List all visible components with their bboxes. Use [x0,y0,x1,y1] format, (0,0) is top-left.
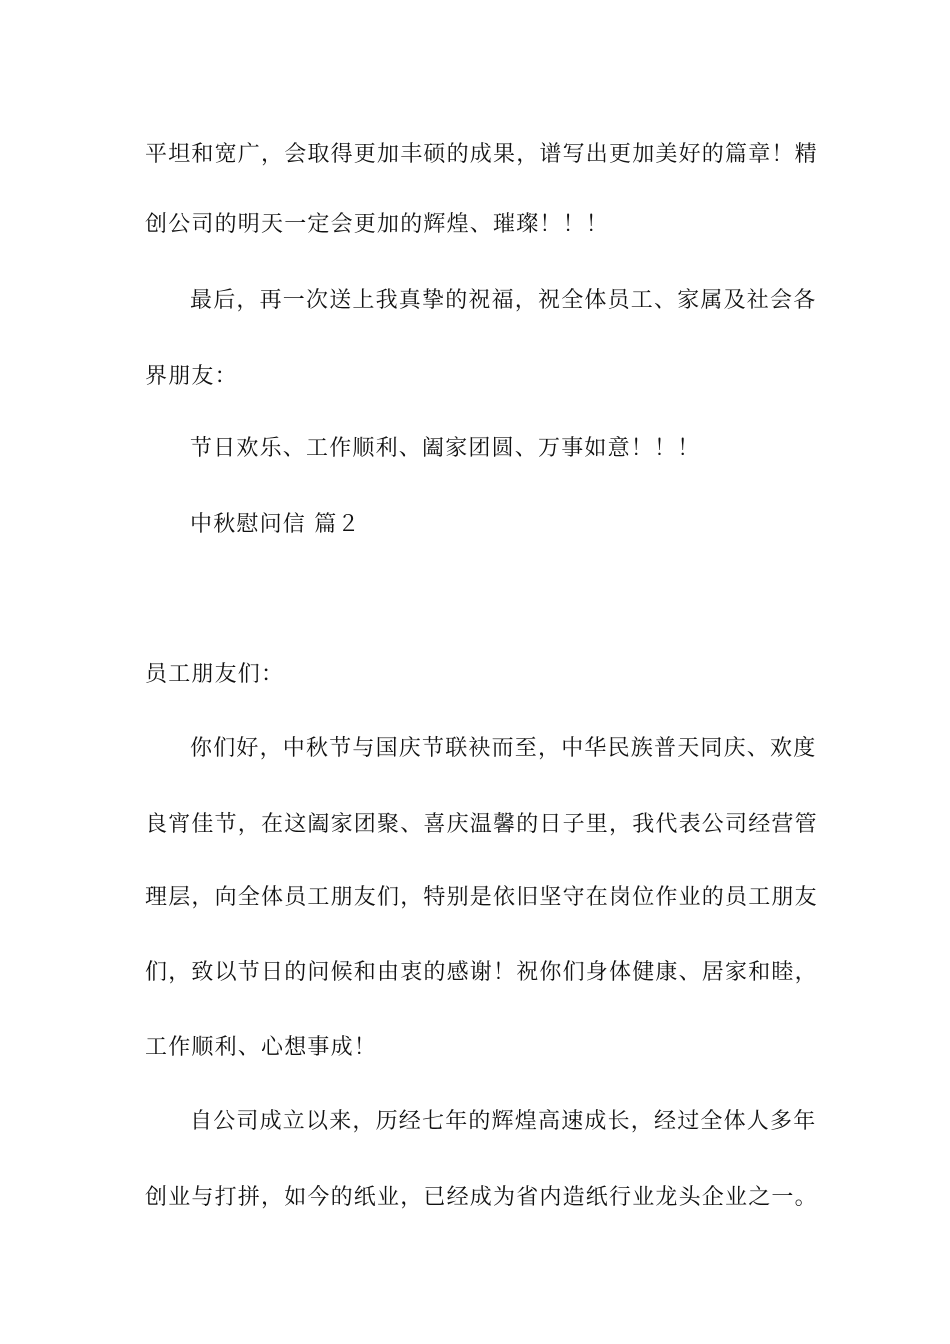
text-line-2: 创公司的明天一定会更加的辉煌、璀璨！！！ [145,212,610,237]
text-line-5: 节日欢乐、工作顺利、阖家团圆、万事如意！！！ [190,436,701,461]
text-line-13: 自公司成立以来，历经七年的辉煌高速成长，经过全体人多年 [190,1109,817,1134]
text-line-11: 们，致以节日的问候和由衷的感谢！祝你们身体健康、居家和睦， [145,960,818,985]
text-line-3: 最后，再一次送上我真挚的祝福，祝全体员工、家属及社会各 [190,288,817,313]
text-line-10: 理层，向全体员工朋友们，特别是依旧坚守在岗位作业的员工朋友 [145,885,818,910]
text-line-12: 工作顺利、心想事成！ [145,1035,378,1060]
text-line-14: 创业与打拼，如今的纸业，已经成为省内造纸行业龙头企业之一。 [145,1185,818,1210]
text-line-1: 平坦和宽广，会取得更加丰硕的成果，谱写出更加美好的篇章！精 [145,142,818,167]
text-line-9: 良宵佳节，在这阖家团聚、喜庆温馨的日子里，我代表公司经营管 [145,812,818,837]
section-heading: 中秋慰问信 篇２ [190,512,361,537]
text-line-8: 你们好，中秋节与国庆节联袂而至，中华民族普天同庆、欢度 [190,736,817,761]
salutation: 员工朋友们： [145,662,285,687]
text-line-4: 界朋友： [145,364,238,389]
